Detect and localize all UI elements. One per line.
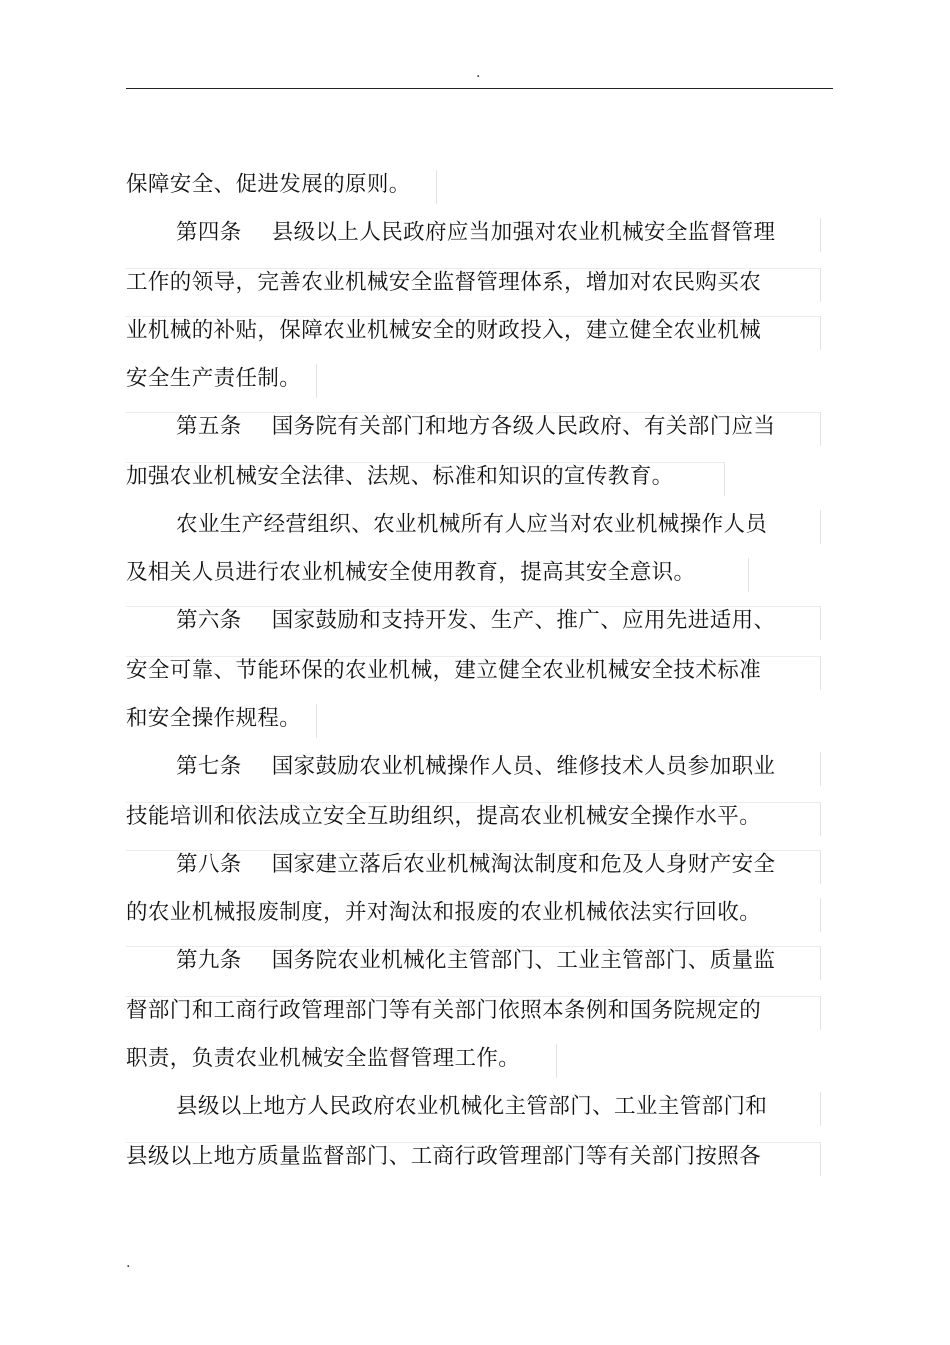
text-line: 国务院农业机械化主管部门、工业主管部门、质量监: [271, 948, 776, 973]
text-line: 县级以上地方人民政府农业机械化主管部门、工业主管部门和: [176, 1094, 768, 1119]
article-5-heading: [176, 412, 775, 442]
text-line: 农业生产经营组织、农业机械所有人应当对农业机械操作人员: [176, 512, 768, 537]
scan-artifact: [820, 850, 821, 884]
scan-artifact: [556, 1044, 557, 1078]
scan-artifact: [820, 1142, 821, 1176]
scan-artifact: [316, 704, 317, 738]
text-line: 安全可靠、节能环保的农业机械，建立健全农业机械安全技术标准: [126, 658, 762, 683]
text-line: 国家鼓励和支持开发、生产、推广、应用先进适用、: [271, 608, 776, 633]
scan-artifact: [748, 558, 749, 592]
footer-dot: .: [126, 1255, 131, 1271]
scan-artifact: [820, 898, 821, 932]
article-6-heading: [176, 606, 775, 636]
article-7-heading: [176, 752, 775, 782]
text-line: 加强农业机械安全法律、法规、标准和知识的宣传教育。: [126, 464, 674, 489]
text-line: 保障安全、促进发展的原则。: [126, 172, 411, 197]
scan-artifact: [820, 1092, 821, 1126]
scan-artifact: [820, 510, 821, 544]
article-9-heading: [176, 946, 775, 976]
article-8-heading: [176, 850, 775, 880]
article-number: 第六条: [176, 608, 242, 633]
scan-artifact: [820, 218, 821, 252]
text-line: 国家鼓励农业机械操作人员、维修技术人员参加职业: [271, 754, 776, 779]
scan-artifact: [724, 462, 725, 496]
article-4-heading: [176, 218, 775, 248]
text-line: 技能培训和依法成立安全互助组织，提高农业机械安全操作水平。: [126, 804, 762, 829]
text-line: 国家建立落后农业机械淘汰制度和危及人身财产安全: [271, 852, 776, 877]
text-line: 的农业机械报废制度，并对淘汰和报废的农业机械依法实行回收。: [126, 900, 762, 925]
text-line: 县级以上地方质量监督部门、工商行政管理部门等有关部门按照各: [126, 1144, 762, 1169]
article-number: 第四条: [176, 220, 242, 245]
text-line: 安全生产责任制。: [126, 366, 302, 391]
scan-artifact: [820, 606, 821, 640]
scan-artifact: [820, 316, 821, 350]
scan-artifact: [820, 996, 821, 1030]
text-line: 和安全操作规程。: [126, 706, 302, 731]
scan-artifact: [316, 364, 317, 398]
text-line: 业机械的补贴，保障农业机械安全的财政投入，建立健全农业机械: [126, 318, 762, 343]
scan-artifact: [820, 268, 821, 302]
header-dot: .: [476, 65, 481, 81]
article-number: 第九条: [176, 948, 242, 973]
scan-artifact: [820, 656, 821, 690]
scan-artifact: [820, 946, 821, 980]
text-line: 县级以上人民政府应当加强对农业机械安全监督管理: [271, 220, 776, 245]
article-number: 第五条: [176, 414, 242, 439]
text-line: 及相关人员进行农业机械安全使用教育，提高其安全意识。: [126, 560, 696, 585]
article-number: 第七条: [176, 754, 242, 779]
text-line: 职责，负责农业机械安全监督管理工作。: [126, 1046, 521, 1071]
text-line: 工作的领导，完善农业机械安全监督管理体系，增加对农民购买农: [126, 270, 762, 295]
scan-artifact: [436, 170, 437, 204]
scan-artifact: [820, 412, 821, 446]
text-line: 督部门和工商行政管理部门等有关部门依照本条例和国务院规定的: [126, 998, 762, 1023]
text-line: 国务院有关部门和地方各级人民政府、有关部门应当: [271, 414, 776, 439]
scan-artifact: [820, 802, 821, 836]
scan-artifact: [820, 752, 821, 786]
article-number: 第八条: [176, 852, 242, 877]
